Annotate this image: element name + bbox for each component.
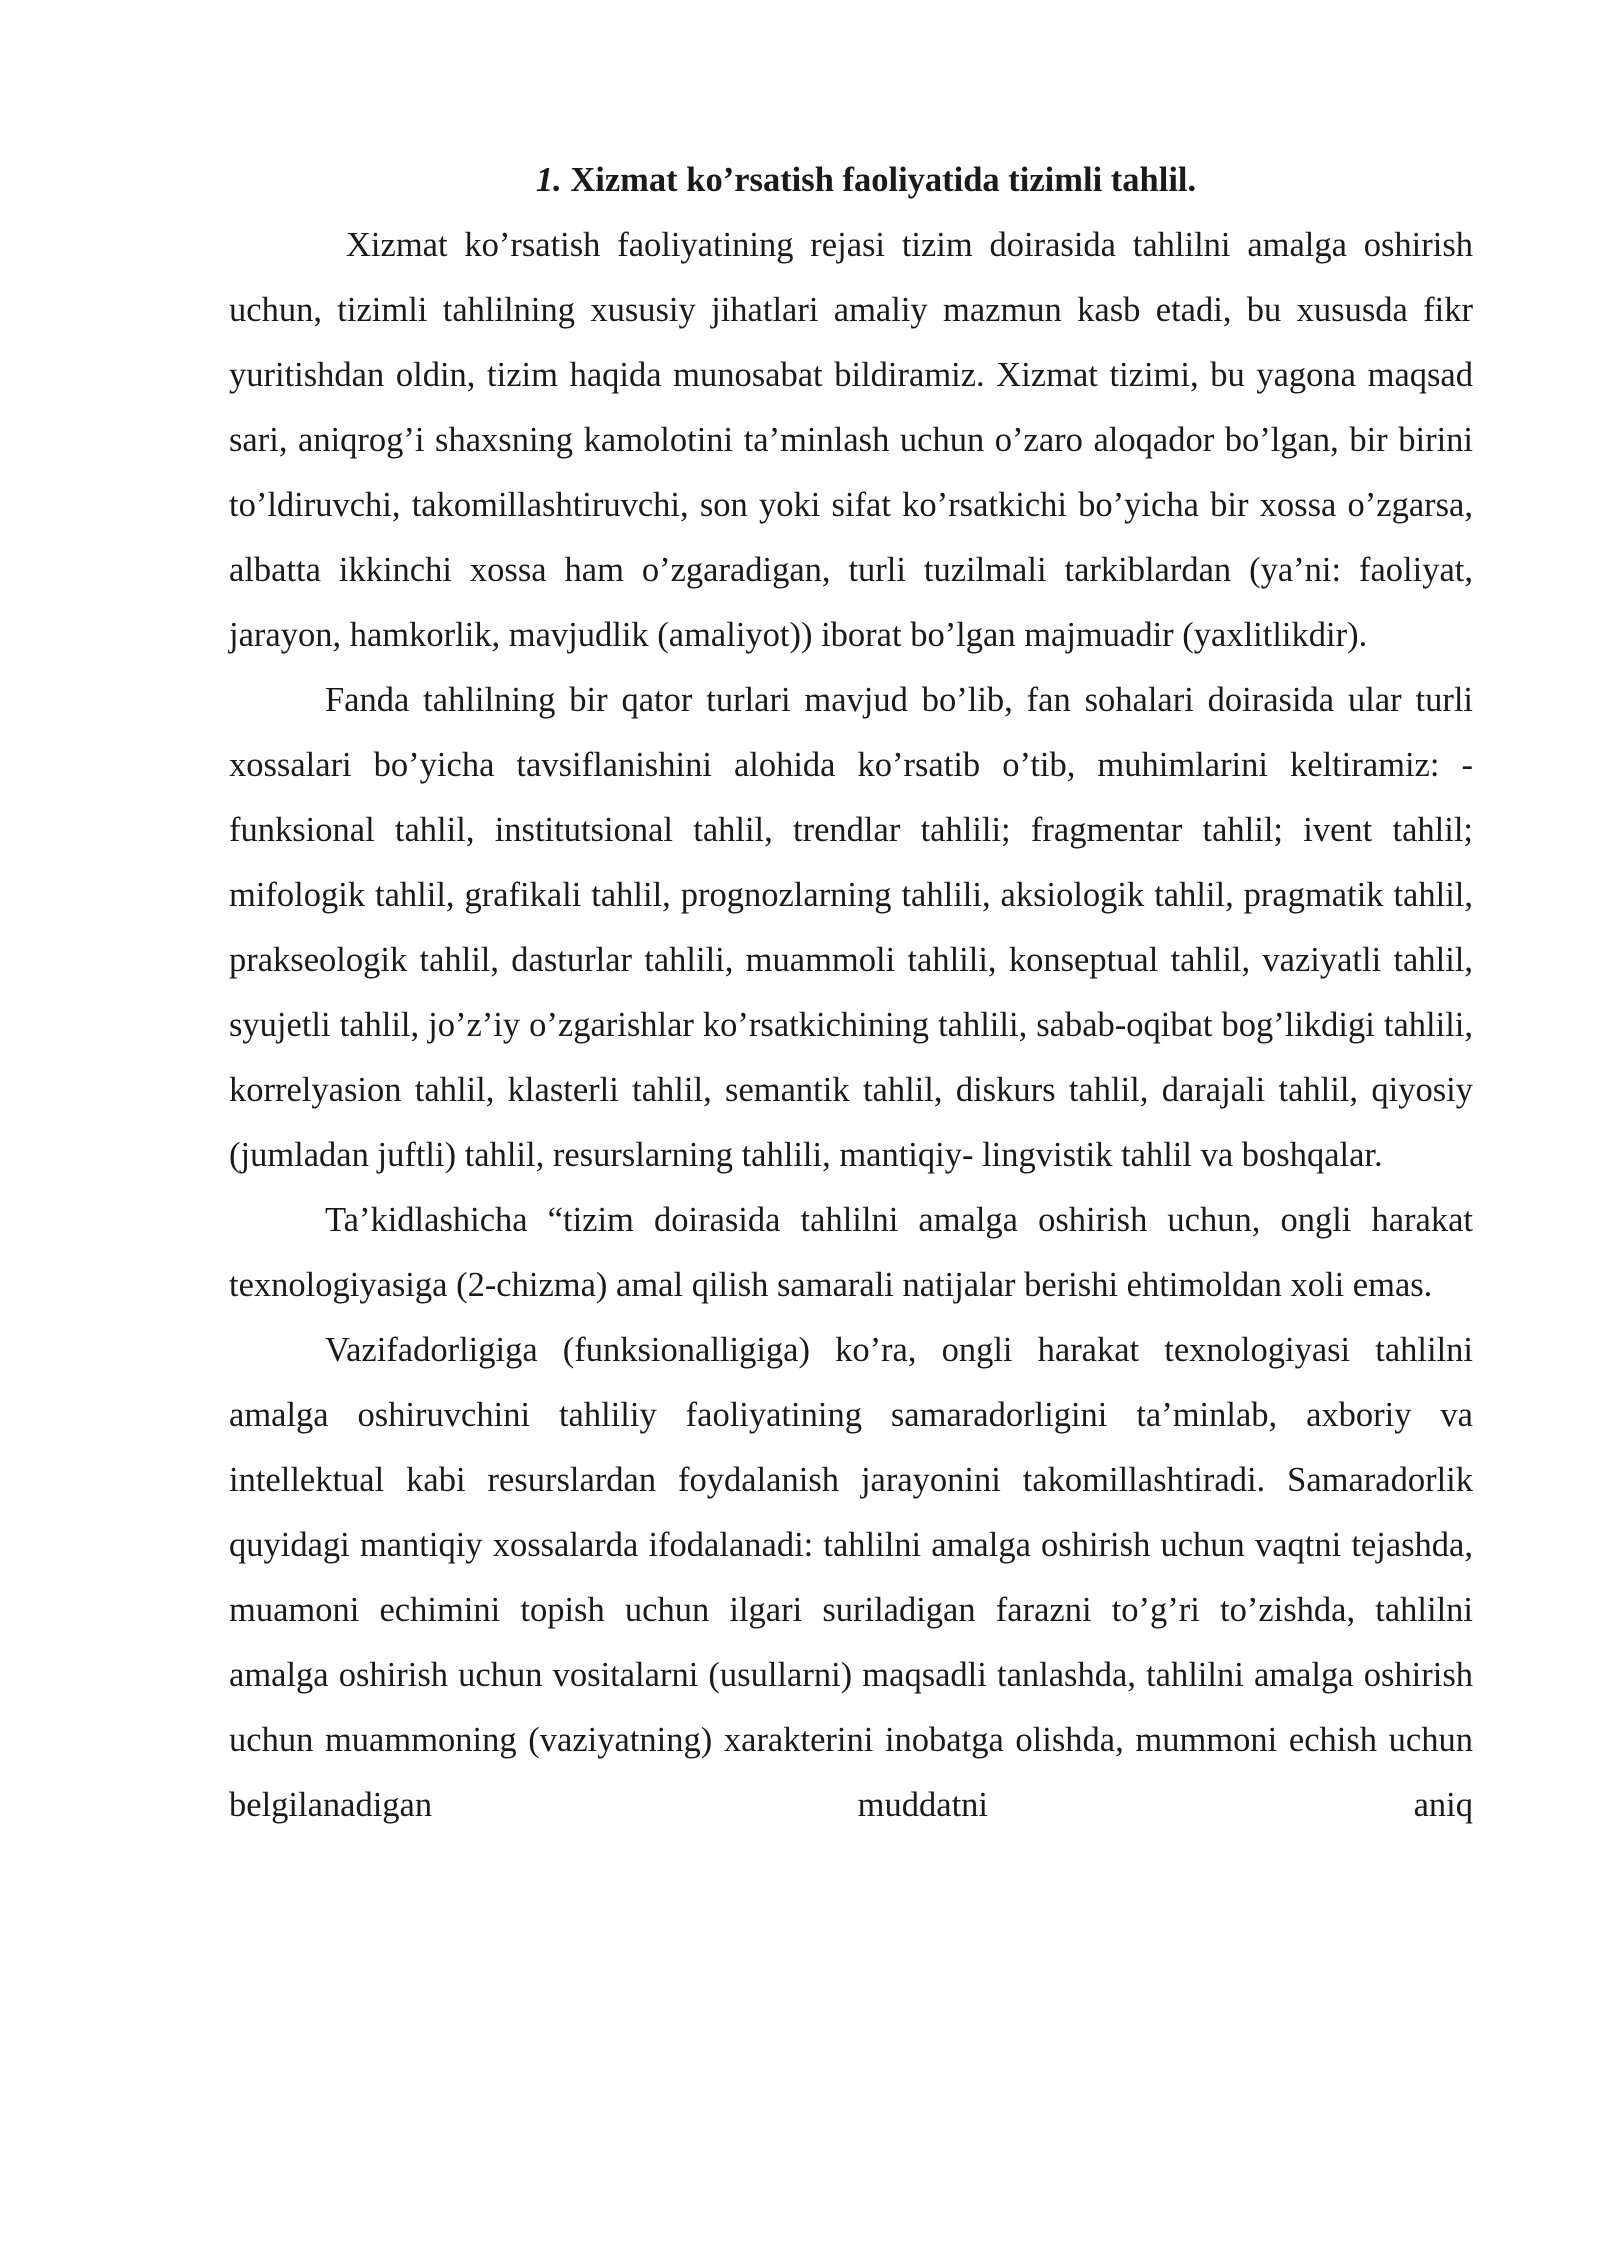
section-number: 1. bbox=[535, 161, 562, 199]
document-body bbox=[229, 148, 1473, 1838]
paragraph-3: Ta’kidlashicha “tizim doirasida tahlilni amalga oshirish uchun, ongli harakat texnologiyasiga (2-chizma) amal qilish samarali natijalar berishi ehtimoldan xoli emas. bbox=[229, 1201, 1473, 1304]
section-heading bbox=[229, 148, 1473, 213]
paragraph-1: Xizmat ko’rsatish faoliyatining rejasi tizim doirasida tahlilni amalga oshirish uchun, tizimli tahlilning xususiy jihatlari amaliy mazmun kasb etadi, bu xususda fikr yuritishdan oldin, tizim haqida munosabat bildiramiz. Xizmat tizimi, bu yagona maqsad sari, aniqrog’i shaxsning kamolotini ta’minlash uchun o’zaro aloqador bo’lgan, bir birini to’ldiruvchi, takomillashtiruvchi, son yoki sifat ko’rsatkichi bo’yicha bir xossa o’zgarsa, albatta ikkinchi xossa ham o’zgaradigan, turli tuzilmali tarkiblardan (ya’ni: faoliyat, jarayon, hamkorlik, mavjudlik (amaliyot)) iborat bo’lgan majmuadir (yaxlitlikdir). bbox=[229, 226, 1473, 654]
paragraph-2: Fanda tahlilning bir qator turlari mavjud bo’lib, fan sohalari doirasida ular turli xossalari bo’yicha tavsiflanishini alohida ko’rsatib o’tib, muhimlarini keltiramiz: - funksional tahlil, institutsional tahlil, trendlar tahlili; fragmentar tahlil; ivent tahlil; mifologik tahlil, grafikali tahlil, prognozlarning tahlili, aksiologik tahlil, pragmatik tahlil, prakseologik tahlil, dasturlar tahlili, muammoli tahlili, konseptual tahlil, vaziyatli tahlil, syujetli tahlil, jo’z’iy o’zgarishlar ko’rsatkichining tahlili, sabab-oqibat bog’likdigi tahlili, korrelyasion tahlil, klasterli tahlil, semantik tahlil, diskurs tahlil, darajali tahlil, qiyosiy (jumladan juftli) tahlil, resurslarning tahlili, mantiqiy- lingvistik tahlil va boshqalar. bbox=[229, 681, 1473, 1174]
paragraph-4: Vazifadorligiga (funksionalligiga) ko’ra, ongli harakat texnologiyasi tahlilni amalga oshiruvchini tahliliy faoliyatining samaradorligini ta’minlab, axboriy va intellektual kabi resurslardan foydalanish jarayonini takomillashtiradi. Samaradorlik quyidagi mantiqiy xossalarda ifodalanadi: tahlilni amalga oshirish uchun vaqtni tejashda, muamoni echimini topish uchun ilgari suriladigan farazni to’g’ri to’zishda, tahlilni amalga oshirish uchun vositalarni (usullarni) maqsadli tanlashda, tahlilni amalga oshirish uchun muammoning (vaziyatning) xarakterini inobatga olishda, mummoni echish uchun belgilanadigan muddatni aniq bbox=[229, 1331, 1473, 1824]
section-title: Xizmat ko’rsatish faoliyatida tizimli tahlil. bbox=[570, 161, 1197, 199]
